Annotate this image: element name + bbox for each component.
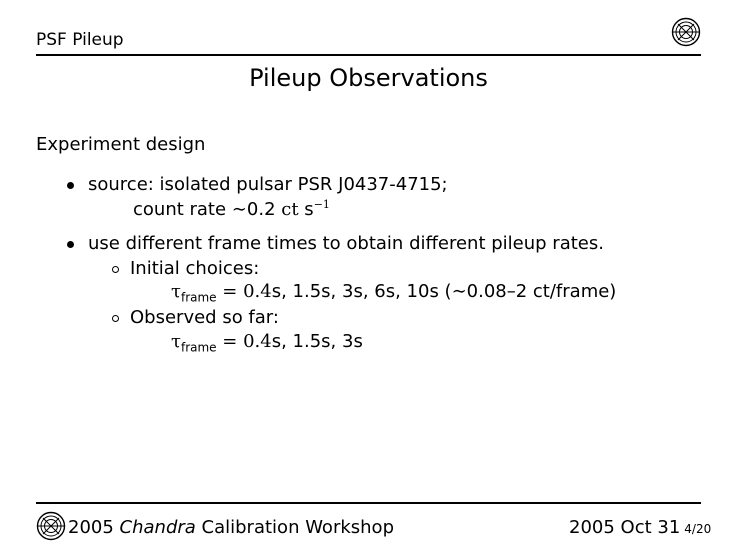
footer-workshop: 2005 Chandra Calibration Workshop — [68, 517, 394, 538]
header-title: PSF Pileup — [36, 30, 124, 50]
header-rule — [36, 54, 701, 56]
sub-bullet-circle-icon — [112, 315, 119, 322]
count-rate-line: count rate ∼0.2 ct $s^{-1}$ — [133, 198, 330, 220]
sub-bullet-initial: Initial choices: — [112, 258, 259, 279]
bullet-dot-icon — [67, 182, 74, 189]
bullet-dot-icon — [67, 241, 74, 248]
page-number: 4/20 — [684, 522, 712, 536]
footer-date: 2005 Oct 31 4/20 — [569, 517, 712, 538]
initial-choices-values: $\tau_{frame} = 0.4s$, 1.5s, 3s, 6s, 10s (∼0.08–2 ct/frame) — [171, 281, 617, 305]
bullet-source-text: source: isolated pulsar PSR J0437-4715; — [88, 174, 448, 195]
sub-bullet-circle-icon — [112, 266, 119, 273]
chandra-logo-icon — [36, 511, 66, 541]
sub-bullet-observed: Observed so far: — [112, 307, 279, 328]
bullet-frame-times-text: use different frame times to obtain different pileup rates. — [88, 233, 604, 254]
slide-title: Pileup Observations — [249, 64, 488, 92]
observed-values: $\tau_{frame} = 0.4s$, 1.5s, 3s — [171, 331, 363, 355]
bullet-frame-times — [67, 233, 604, 254]
chandra-logo-icon — [671, 17, 701, 47]
bullet-source — [67, 174, 448, 195]
footer-rule — [36, 502, 701, 504]
section-heading: Experiment design — [36, 134, 206, 155]
